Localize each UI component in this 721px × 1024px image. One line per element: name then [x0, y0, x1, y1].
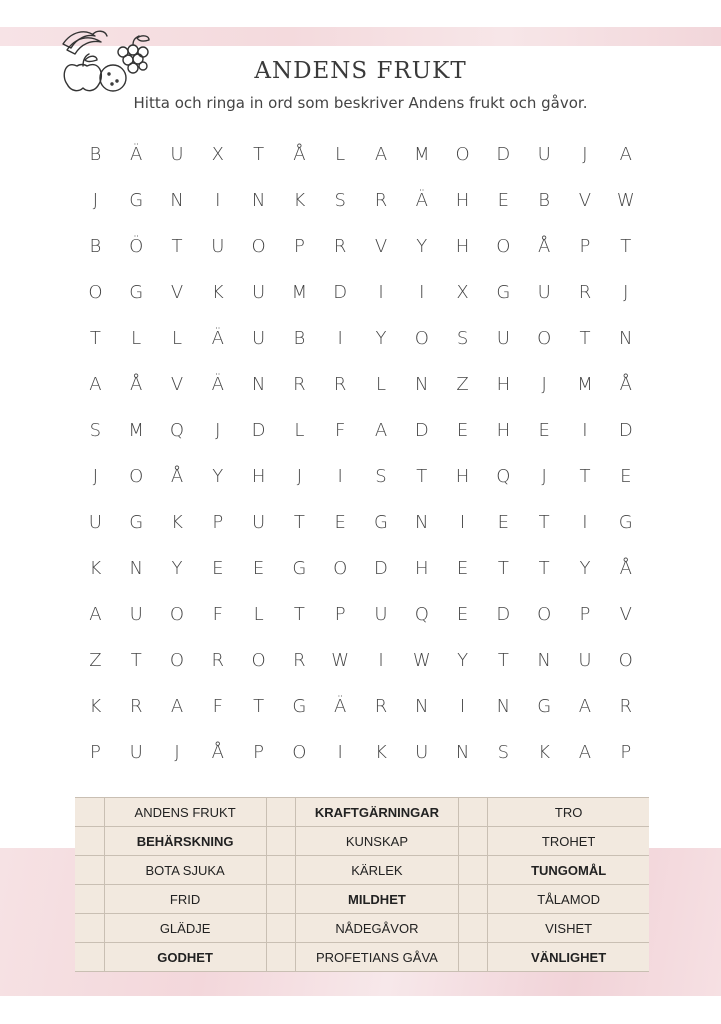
grid-letter[interactable]: O — [455, 144, 470, 165]
grid-letter[interactable]: Ä — [415, 190, 428, 211]
word-list-item: GLÄDJE — [104, 914, 266, 943]
grid-letter[interactable]: D — [414, 420, 429, 441]
grid-letter[interactable]: X — [211, 144, 224, 165]
word-list-spacer — [266, 885, 296, 914]
grid-row — [75, 500, 647, 546]
grid-letter[interactable]: S — [89, 420, 102, 441]
grid-row — [75, 730, 647, 776]
grid-letter[interactable]: E — [497, 190, 510, 211]
grid-row — [75, 684, 647, 730]
word-list-spacer — [75, 943, 104, 972]
grid-letter[interactable]: E — [456, 420, 469, 441]
grid-letter[interactable]: O — [333, 558, 348, 579]
grid-letter[interactable]: N — [129, 558, 143, 579]
grid-letter[interactable]: J — [296, 466, 303, 487]
grid-letter[interactable]: L — [171, 328, 182, 349]
grid-row — [75, 408, 647, 454]
grid-letter[interactable]: U — [415, 742, 429, 763]
word-list-row — [75, 914, 649, 943]
grid-letter[interactable]: D — [374, 558, 388, 579]
grid-letter[interactable]: H — [496, 374, 511, 395]
grid-letter[interactable]: O — [251, 236, 266, 257]
grid-letter[interactable]: Å — [619, 558, 632, 579]
grid-letter[interactable]: R — [578, 282, 592, 303]
grid-letter[interactable]: P — [89, 742, 101, 763]
word-list-item: KÄRLEK — [296, 856, 458, 885]
grid-letter[interactable]: H — [496, 420, 511, 441]
word-list-item: BEHÄRSKNING — [104, 827, 266, 856]
word-list-item: TUNGOMÅL — [488, 856, 649, 885]
word-list-spacer — [75, 856, 104, 885]
grid-letter[interactable]: N — [496, 696, 511, 717]
word-list-item: BOTA SJUKA — [104, 856, 266, 885]
word-list-spacer — [266, 798, 296, 827]
word-list-item: TÅLAMOD — [488, 885, 649, 914]
grid-letter[interactable]: O — [292, 742, 307, 763]
grid-letter[interactable]: E — [456, 604, 469, 625]
grid-letter[interactable]: P — [212, 512, 224, 533]
grid-letter[interactable]: S — [334, 190, 346, 211]
word-list-spacer — [458, 856, 488, 885]
grid-letter[interactable]: N — [415, 374, 429, 395]
grid-letter[interactable]: P — [620, 742, 632, 763]
grid-letter[interactable]: Ä — [211, 374, 224, 395]
word-list-spacer — [458, 827, 488, 856]
grid-letter[interactable]: U — [251, 512, 266, 533]
grid-letter[interactable]: J — [582, 144, 588, 165]
grid-letter[interactable]: U — [537, 282, 551, 303]
grid-row — [75, 638, 647, 684]
grid-letter[interactable]: A — [578, 696, 592, 717]
grid-letter[interactable]: G — [292, 558, 307, 579]
grid-letter[interactable]: G — [618, 512, 633, 533]
grid-letter[interactable]: Y — [212, 466, 224, 487]
grid-letter[interactable]: N — [537, 650, 551, 671]
word-list-spacer — [266, 914, 296, 943]
grid-letter[interactable]: H — [455, 466, 470, 487]
grid-letter[interactable]: L — [375, 374, 386, 395]
grid-letter[interactable]: Ö — [129, 236, 144, 257]
grid-letter[interactable]: O — [537, 604, 552, 625]
grid-letter[interactable]: J — [541, 466, 547, 487]
grid-letter[interactable]: R — [211, 650, 225, 671]
word-list-item: KRAFTGÄRNINGAR — [296, 798, 458, 827]
grid-letter[interactable]: R — [293, 374, 306, 395]
grid-letter[interactable]: H — [455, 190, 470, 211]
grid-row — [75, 592, 647, 638]
word-list-table — [75, 797, 649, 972]
word-list-item: VÄNLIGHET — [488, 943, 649, 972]
grid-row — [75, 546, 647, 592]
grid-letter[interactable]: K — [211, 282, 224, 303]
grid-letter[interactable]: Å — [211, 742, 224, 763]
word-list-row — [75, 856, 649, 885]
grid-letter[interactable]: U — [129, 604, 143, 625]
grid-letter[interactable]: H — [251, 466, 266, 487]
word-list-spacer — [458, 798, 488, 827]
grid-letter[interactable]: J — [623, 282, 629, 303]
word-list-row — [75, 827, 649, 856]
grid-letter[interactable]: V — [578, 190, 592, 211]
grid-letter[interactable]: J — [174, 742, 180, 763]
grid-letter[interactable]: D — [618, 420, 633, 441]
grid-letter[interactable]: P — [293, 236, 305, 257]
grid-letter[interactable]: Q — [414, 604, 429, 625]
grid-letter[interactable]: F — [212, 696, 223, 717]
grid-letter[interactable]: I — [337, 328, 343, 349]
word-list-spacer — [266, 856, 296, 885]
word-list-item: TROHET — [488, 827, 649, 856]
grid-letter[interactable]: Y — [579, 558, 591, 579]
grid-letter[interactable]: T — [416, 466, 428, 487]
page-title: ANDENS FRUKT — [254, 58, 467, 84]
grid-letter[interactable]: Å — [538, 236, 551, 257]
grid-letter[interactable]: A — [170, 696, 184, 717]
grid-letter[interactable]: A — [89, 604, 102, 625]
grid-letter[interactable]: E — [497, 512, 510, 533]
grid-letter[interactable]: Y — [416, 236, 428, 257]
grid-letter[interactable]: Y — [457, 650, 469, 671]
grid-letter[interactable]: U — [211, 236, 225, 257]
grid-letter[interactable]: T — [579, 466, 591, 487]
grid-letter[interactable]: W — [412, 650, 431, 671]
grid-letter[interactable]: U — [496, 328, 510, 349]
word-list-row — [75, 798, 649, 827]
word-list-item: ANDENS FRUKT — [104, 798, 266, 827]
word-list-item: MILDHET — [296, 885, 458, 914]
grid-letter[interactable]: K — [293, 190, 306, 211]
grid-letter[interactable]: Q — [169, 420, 185, 441]
word-list-spacer — [458, 914, 488, 943]
grid-letter[interactable]: K — [375, 742, 387, 763]
grid-letter[interactable]: Ä — [211, 328, 224, 349]
grid-letter[interactable]: G — [129, 190, 144, 211]
grid-letter[interactable]: Å — [619, 374, 632, 395]
grid-row — [75, 454, 647, 500]
grid-row — [75, 270, 647, 316]
grid-letter[interactable]: D — [333, 282, 348, 303]
grid-letter[interactable]: V — [170, 282, 184, 303]
grid-letter[interactable]: D — [496, 604, 511, 625]
grid-letter[interactable]: V — [619, 604, 632, 625]
grid-letter[interactable]: I — [378, 650, 384, 671]
grid-row — [75, 316, 647, 362]
grid-letter[interactable]: U — [88, 512, 102, 533]
grid-letter[interactable]: R — [293, 650, 306, 671]
grid-letter[interactable]: W — [331, 650, 350, 671]
grid-letter[interactable]: U — [374, 604, 388, 625]
grid-letter[interactable]: L — [335, 144, 346, 165]
grid-letter[interactable]: U — [537, 144, 551, 165]
grid-letter[interactable]: K — [89, 696, 102, 717]
grid-letter[interactable]: A — [374, 420, 388, 441]
grid-letter[interactable]: B — [538, 190, 551, 211]
grid-letter[interactable]: I — [582, 420, 588, 441]
grid-letter[interactable]: G — [129, 282, 144, 303]
word-list-item: FRID — [104, 885, 266, 914]
grid-letter[interactable]: G — [374, 512, 388, 533]
grid-letter[interactable]: T — [620, 236, 632, 257]
grid-letter[interactable]: B — [89, 144, 102, 165]
grid-letter[interactable]: U — [251, 282, 266, 303]
grid-letter[interactable]: Ä — [130, 144, 143, 165]
grid-letter[interactable]: K — [89, 558, 102, 579]
word-list-spacer — [458, 885, 488, 914]
grid-letter[interactable]: G — [537, 696, 552, 717]
grid-letter[interactable]: I — [378, 282, 384, 303]
grid-letter[interactable]: I — [459, 696, 466, 717]
word-list-item: PROFETIANS GÅVA — [296, 943, 458, 972]
grid-letter[interactable]: G — [292, 696, 307, 717]
grid-letter[interactable]: G — [129, 512, 144, 533]
grid-letter[interactable]: N — [251, 374, 266, 395]
grid-letter[interactable]: Z — [89, 650, 102, 671]
grid-letter[interactable]: P — [579, 604, 591, 625]
word-list-item: NÅDEGÅVOR — [296, 914, 458, 943]
grid-letter[interactable]: R — [374, 190, 388, 211]
grid-letter[interactable]: T — [497, 650, 509, 671]
grid-row — [75, 224, 647, 270]
grid-letter[interactable]: M — [128, 420, 144, 441]
word-list-spacer — [266, 827, 296, 856]
grid-letter[interactable]: Å — [130, 374, 143, 395]
grid-letter[interactable]: Å — [293, 144, 306, 165]
grid-letter[interactable]: H — [415, 558, 429, 579]
grid-letter[interactable]: E — [334, 512, 346, 533]
grid-letter[interactable]: E — [456, 558, 469, 579]
grid-row — [75, 178, 647, 224]
grid-letter[interactable]: U — [251, 328, 266, 349]
grid-letter[interactable]: O — [496, 236, 511, 257]
grid-letter[interactable]: A — [89, 374, 102, 395]
grid-letter[interactable]: P — [253, 742, 265, 763]
grid-letter[interactable]: E — [252, 558, 265, 579]
grid-row — [75, 132, 647, 178]
grid-letter[interactable]: F — [335, 420, 346, 441]
grid-letter[interactable]: X — [456, 282, 469, 303]
grid-letter[interactable]: R — [619, 696, 633, 717]
grid-letter[interactable]: G — [496, 282, 511, 303]
grid-letter[interactable]: J — [92, 190, 99, 211]
grid-letter[interactable]: O — [88, 282, 103, 303]
grid-letter[interactable]: K — [538, 742, 551, 763]
grid-letter[interactable]: Ä — [334, 696, 347, 717]
word-list-row — [75, 943, 649, 972]
grid-letter[interactable]: K — [171, 512, 183, 533]
grid-letter[interactable]: D — [496, 144, 511, 165]
grid-letter[interactable]: T — [497, 558, 509, 579]
grid-letter[interactable]: S — [375, 466, 387, 487]
word-search-grid — [75, 132, 647, 776]
grid-letter[interactable]: P — [334, 604, 346, 625]
grid-letter[interactable]: A — [578, 742, 592, 763]
grid-letter[interactable]: O — [169, 650, 185, 671]
word-list-item: VISHET — [488, 914, 649, 943]
grid-letter[interactable]: T — [253, 144, 265, 165]
grid-letter[interactable]: T — [538, 558, 550, 579]
grid-letter[interactable]: T — [293, 512, 305, 533]
grid-letter[interactable]: S — [497, 742, 510, 763]
word-list-spacer — [75, 885, 104, 914]
grid-letter[interactable]: O — [537, 328, 552, 349]
grid-letter[interactable]: T — [253, 696, 265, 717]
word-list-row — [75, 885, 649, 914]
grid-letter[interactable]: N — [619, 328, 633, 349]
grid-letter[interactable]: L — [131, 328, 142, 349]
grid-letter[interactable]: L — [294, 420, 305, 441]
grid-letter[interactable]: O — [129, 466, 144, 487]
grid-letter[interactable]: L — [253, 604, 264, 625]
grid-letter[interactable]: O — [618, 650, 633, 671]
grid-letter[interactable]: N — [415, 512, 429, 533]
word-list-spacer — [75, 798, 104, 827]
grid-row — [75, 362, 647, 408]
word-list-spacer — [458, 943, 488, 972]
grid-letter[interactable]: Y — [375, 328, 387, 349]
grid-letter[interactable]: T — [89, 328, 101, 349]
grid-letter[interactable]: E — [620, 466, 632, 487]
word-list-item: TRO — [488, 798, 649, 827]
word-list-spacer — [75, 914, 104, 943]
grid-letter[interactable]: T — [171, 236, 183, 257]
grid-letter[interactable]: B — [293, 328, 306, 349]
grid-letter[interactable]: J — [215, 420, 221, 441]
grid-letter[interactable]: S — [456, 328, 469, 349]
grid-letter[interactable]: N — [251, 190, 266, 211]
grid-letter[interactable]: N — [415, 696, 429, 717]
word-list-item: GODHET — [104, 943, 266, 972]
grid-letter[interactable]: I — [215, 190, 221, 211]
grid-letter[interactable]: R — [333, 236, 347, 257]
grid-letter[interactable]: E — [212, 558, 224, 579]
grid-letter[interactable]: R — [374, 696, 388, 717]
grid-letter[interactable]: I — [419, 282, 425, 303]
page-subtitle: Hitta och ringa in ord som beskriver Andens frukt och gåvor. — [133, 94, 588, 112]
word-list-spacer — [75, 827, 104, 856]
grid-letter[interactable]: U — [170, 144, 184, 165]
grid-letter[interactable]: Y — [171, 558, 183, 579]
grid-letter[interactable]: J — [541, 374, 547, 395]
grid-letter[interactable]: M — [414, 144, 430, 165]
grid-letter[interactable]: Z — [456, 374, 469, 395]
grid-letter[interactable]: P — [579, 236, 591, 257]
grid-letter[interactable]: I — [337, 466, 343, 487]
grid-letter[interactable]: A — [619, 144, 632, 165]
grid-letter[interactable]: D — [251, 420, 266, 441]
grid-letter[interactable]: T — [579, 328, 591, 349]
word-list-item: KUNSKAP — [296, 827, 458, 856]
grid-letter[interactable]: F — [212, 604, 223, 625]
grid-letter[interactable]: N — [170, 190, 184, 211]
grid-letter[interactable]: T — [130, 650, 142, 671]
grid-letter[interactable]: B — [89, 236, 102, 257]
grid-letter[interactable]: T — [538, 512, 550, 533]
grid-letter[interactable]: Q — [496, 466, 511, 487]
grid-letter[interactable]: H — [455, 236, 470, 257]
grid-letter[interactable]: I — [582, 512, 588, 533]
grid-letter[interactable]: I — [459, 512, 466, 533]
grid-letter[interactable]: M — [291, 282, 308, 303]
grid-letter[interactable]: O — [414, 328, 429, 349]
grid-letter[interactable]: U — [578, 650, 592, 671]
grid-letter[interactable]: V — [374, 236, 388, 257]
grid-letter[interactable]: J — [92, 466, 99, 487]
grid-letter[interactable]: U — [129, 742, 143, 763]
grid-letter[interactable]: R — [129, 696, 143, 717]
grid-letter[interactable]: M — [577, 374, 593, 395]
grid-letter[interactable]: I — [337, 742, 343, 763]
grid-letter[interactable]: A — [374, 144, 388, 165]
grid-letter[interactable]: E — [538, 420, 550, 441]
grid-letter[interactable]: R — [333, 374, 347, 395]
grid-letter[interactable]: N — [455, 742, 470, 763]
grid-letter[interactable]: T — [293, 604, 305, 625]
grid-letter[interactable]: O — [169, 604, 185, 625]
grid-letter[interactable]: W — [616, 190, 635, 211]
grid-letter[interactable]: O — [251, 650, 266, 671]
word-list-spacer — [266, 943, 296, 972]
grid-letter[interactable]: V — [170, 374, 184, 395]
grid-letter[interactable]: Å — [170, 466, 184, 487]
